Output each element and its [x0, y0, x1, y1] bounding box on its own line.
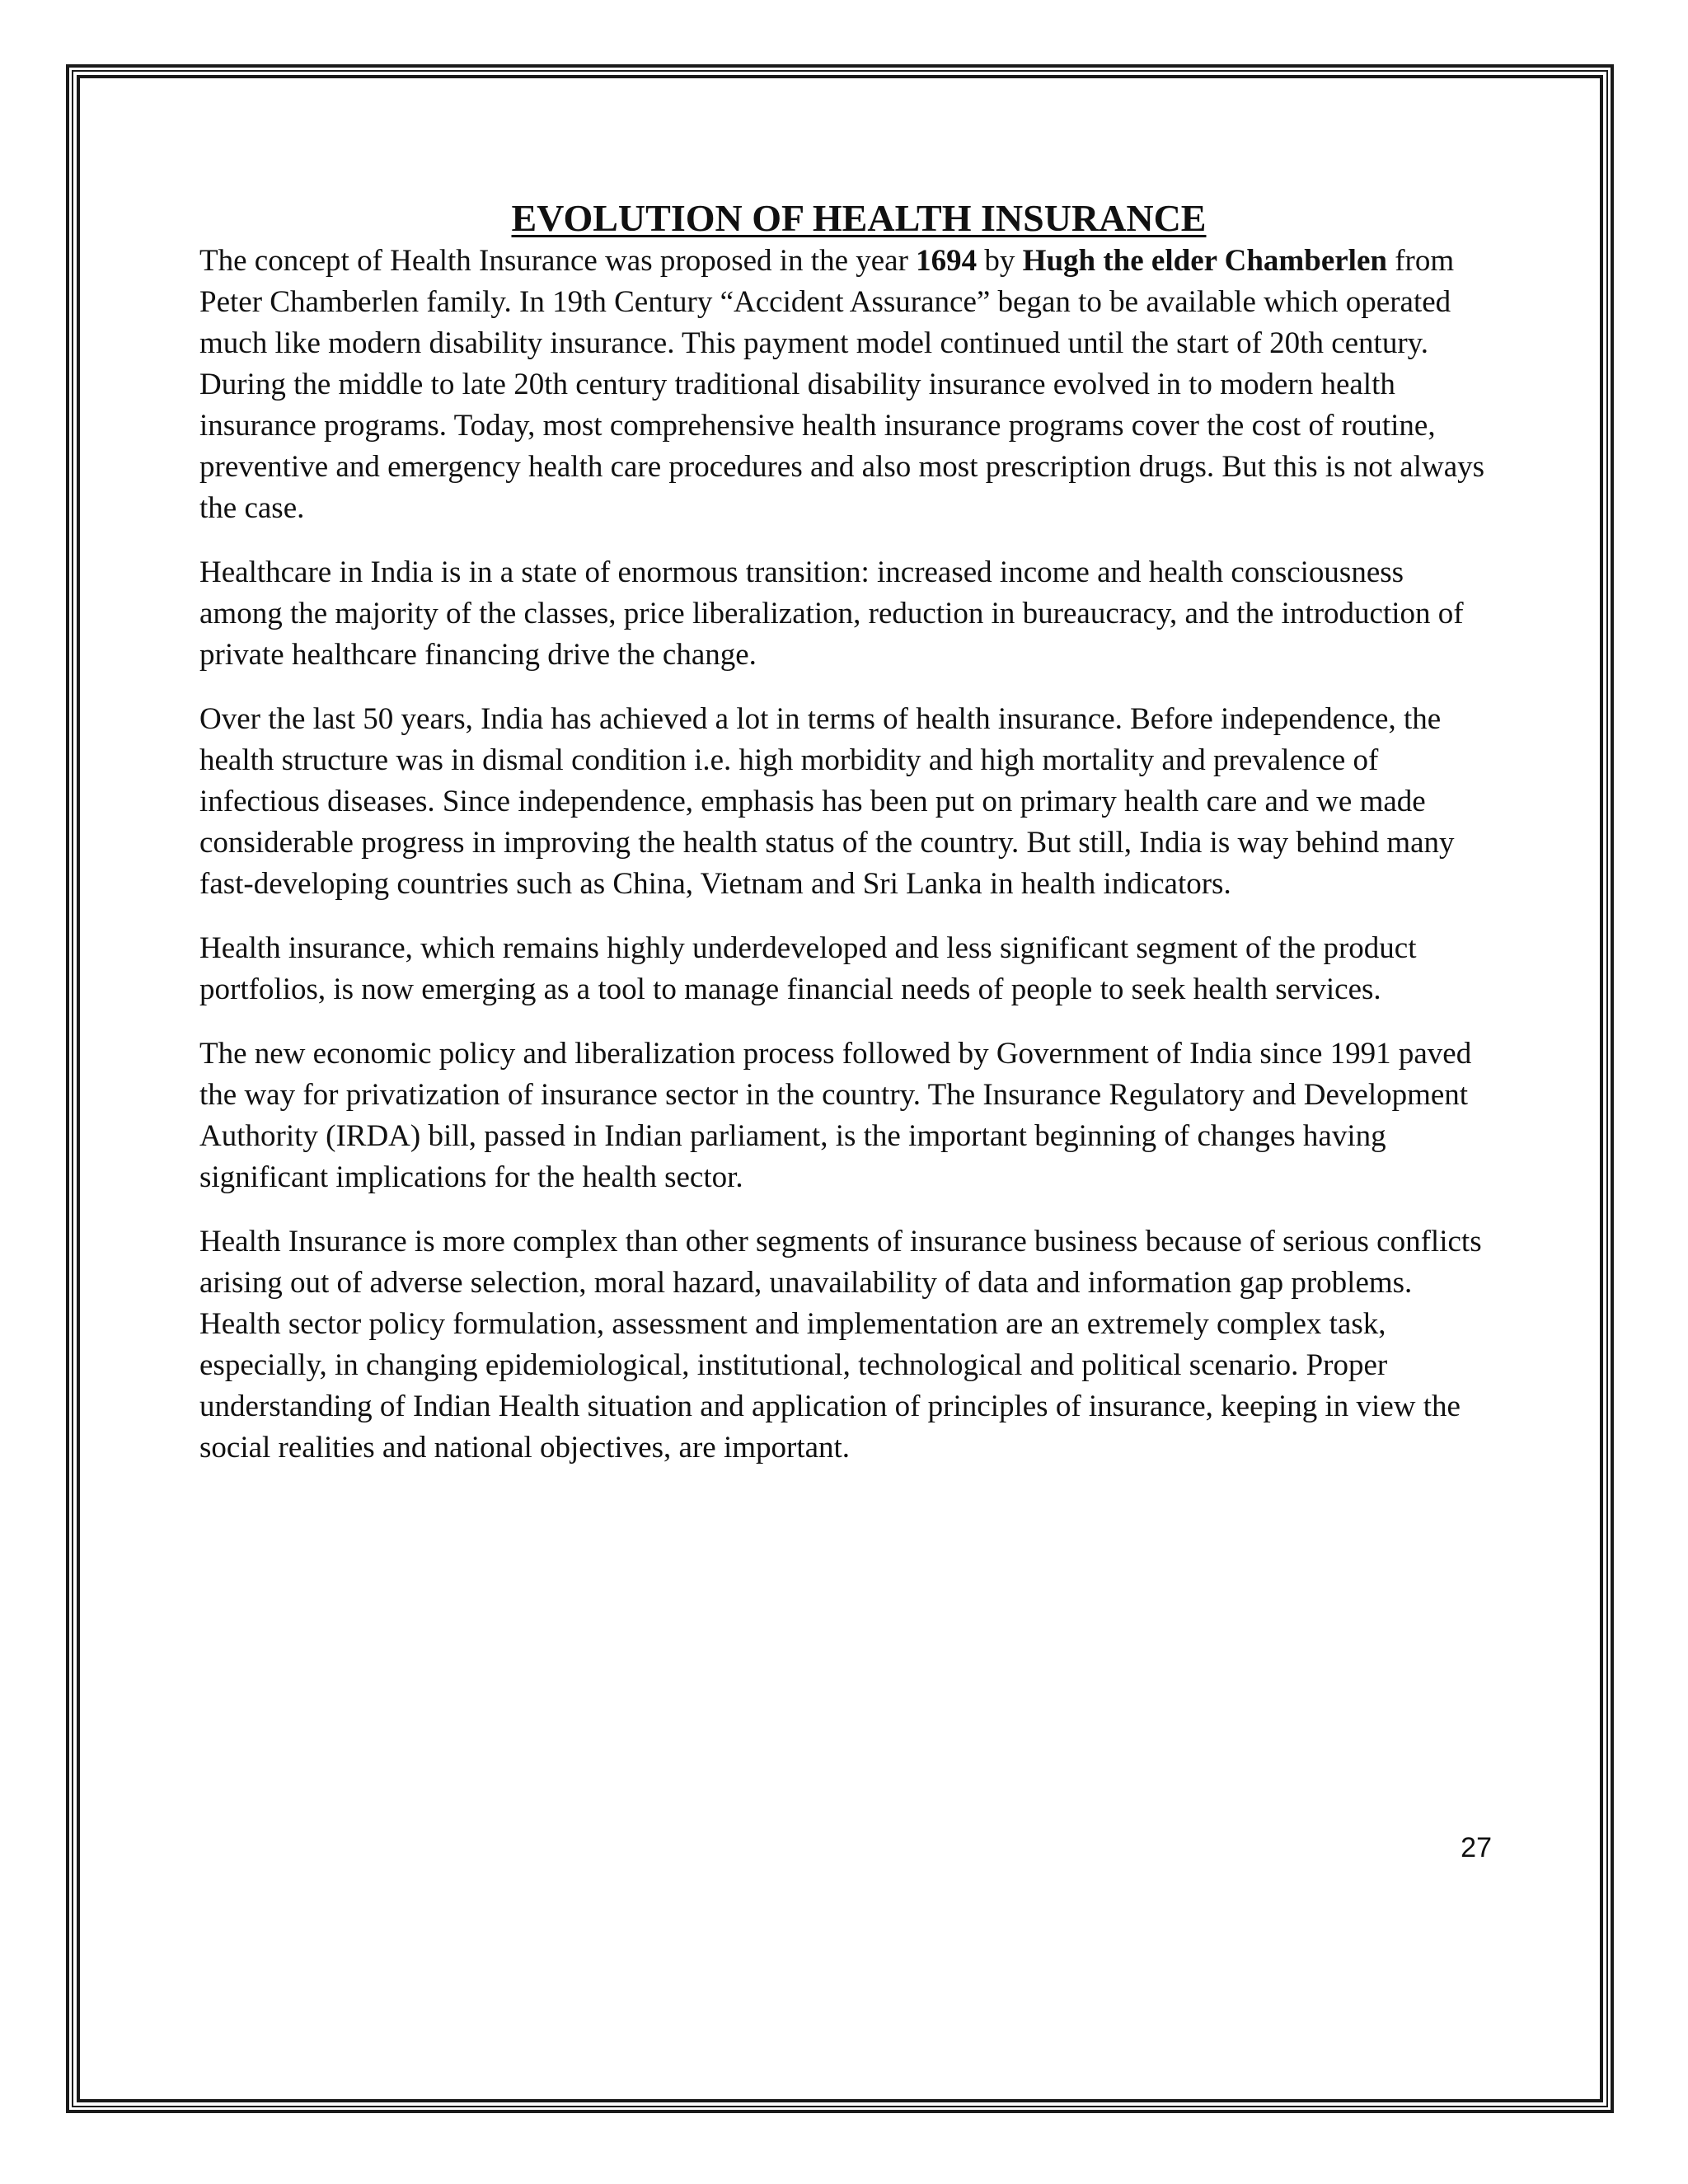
paragraph-economic-policy: The new economic policy and liberalization process followed by Government of India since 1991 paved the way for privatization of insurance sector in the country. The Insurance Regulatory and Development Authority (IRDA) bill, passed in Indian parliament, is the important beginning of changes having significant implications for the health sector. [199, 1037, 1472, 1194]
paragraph-complexity: Health Insurance is more complex than other segments of insurance business because of serious conflicts arising out of adverse selection, moral hazard, unavailability of data and information gap problems. Health sector policy formulation, assessment and implementation are an extremely complex task, especially, in changing epidemiological, institutional, technological and political scenario. Proper understanding of Indian Health situation and application of principles of insurance, keeping in view the social realities and national objectives, are important. [199, 1225, 1482, 1465]
paragraph-history-text-3: from Peter Chamberlen family. In 19th Century “Accident Assurance” began to be available which operated much like modern disability insurance. This payment model continued until the start of 20th century. During the middle to late 20th century traditional disability insurance evolved in to modern health insurance programs. Today, most comprehensive health insurance programs cover the cost of routine, preventive and emergency health care procedures and also most prescription drugs. But this is not always the case. [199, 244, 1485, 525]
page-title: EVOLUTION OF HEALTH INSURANCE [511, 197, 1207, 239]
paragraph-history [199, 241, 1493, 529]
paragraph-india-transition: Healthcare in India is in a state of enormous transition: increased income and health consciousness among the majority of the classes, price liberalization, reduction in bureaucracy, and the introduction of private healthcare financing drive the change. [199, 555, 1464, 672]
paragraph-underdeveloped: Health insurance, which remains highly underdeveloped and less significant segment of the product portfolios, is now emerging as a tool to manage financial needs of people to seek health services. [199, 931, 1417, 1006]
year-1694: 1694 [916, 244, 978, 278]
person-name: Hugh the elder Chamberlen [1022, 244, 1387, 278]
paragraph-history-text-1: The concept of Health Insurance was proposed in the year [199, 244, 917, 278]
paragraph-history-text-2: by [977, 244, 1023, 278]
document-body [199, 196, 1493, 1492]
paragraph-last-50-years: Over the last 50 years, India has achieved a lot in terms of health insurance. Before independence, the health structure was in dismal condition i.e. high morbidity and high mortality and prevalence of infectious diseases. Since independence, emphasis has been put on primary health care and we made considerable progress in improving the health status of the country. But still, India is way behind many fast-developing countries such as China, Vietnam and Sri Lanka in health indicators. [199, 702, 1455, 901]
page-number: 27 [1461, 1832, 1492, 1863]
